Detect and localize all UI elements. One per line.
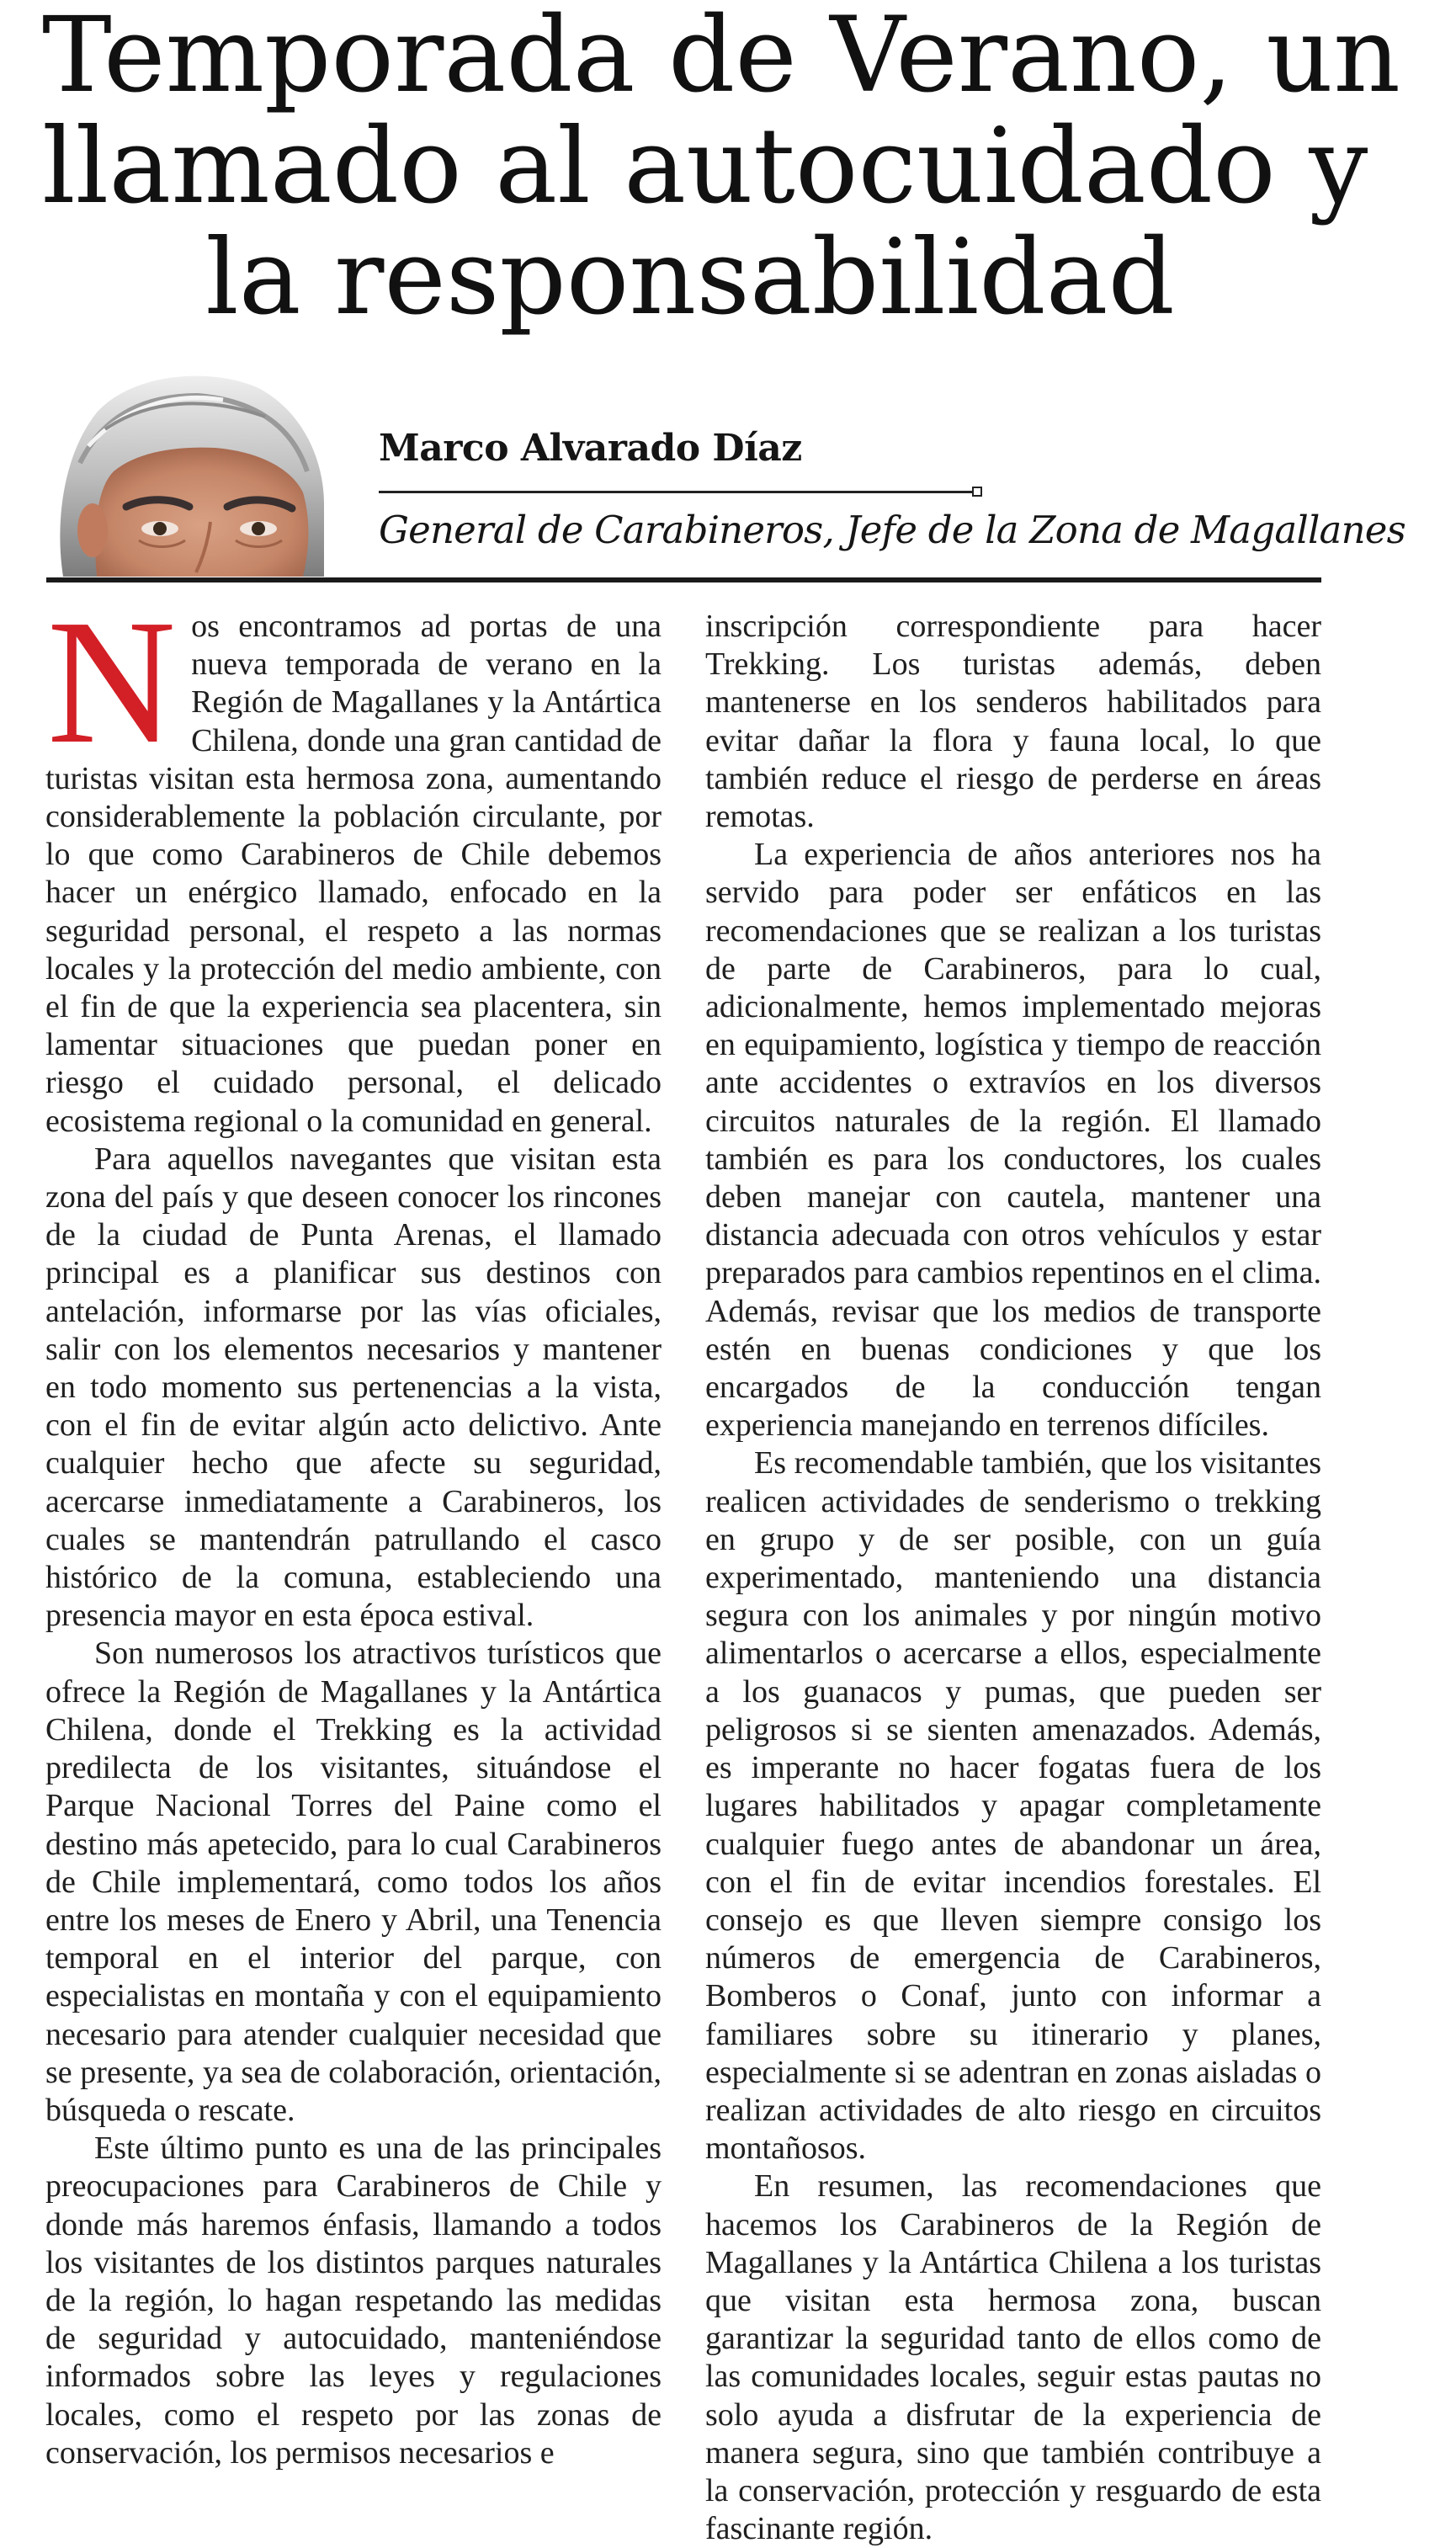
paragraph-5: La experiencia de años anteriores nos ha servido para poder ser enfáticos en las recomendaciones que se realizan a los turistas de parte de Carabineros, para lo cual, adicionalmente, hemos implementado mejoras en equipamiento, logística y tiempo de reacción ante accidentes o extravíos en los diversos circuitos naturales de la región. El llamado también es para los conductores, los cuales deben manejar con cautela, mantener una distancia adecuada con otros vehículos y estar preparados para cambios repentinos en el clima. Además, revisar que los medios de transporte estén en buenas condiciones y que los encargados de la conducción tengan experiencia manejando en terrenos difíciles. [705,837,1321,1444]
paragraph-2: Para aquellos navegantes que visitan esta zona del país y que deseen conocer los rincones de la ciudad de Punta Arenas, el llamado principal es a planificar sus destinos con antelación, informarse por las vías oficiales, salir con los elementos necesarios y mantener en todo momento sus pertenencias a la vista, con el fin de evitar algún acto delictivo. Ante cualquier hecho que afecte su seguridad, acercarse inmediatamente a Carabineros, los cuales se mantendrán patrullando el casco histórico de la comuna, estableciendo una presencia mayor en esta época estival. [45,1141,662,1634]
paragraph-7: En resumen, las recomendaciones que hacemos los Carabineros de la Región de Magallanes y la Antártica Chilena a los turistas que visitan esta hermosa zona, buscan garantizar la seguridad tanto de ellos como de las comunidades locales, seguir estas pautas no solo ayuda a disfrutar de la experiencia de manera segura, sino que también contribuye a la conservación, protección y resguardo de esta fascinante región. [705,2168,1321,2547]
author-divider [379,491,972,493]
article-column-right [705,608,1321,2547]
paragraph-4-continued: inscripción correspondiente para hacer Trekking. Los turistas además, deben mantenerse en los senderos habilitados para evitar dañar la flora y fauna local, lo que también reduce el riesgo de perderse en áreas remotas. [705,609,1321,835]
headline-line-1: Temporada de Verano, un [42,0,1400,116]
header-divider [46,577,1321,582]
author-name: Marco Alvarado Díaz [379,427,802,470]
paragraph-3: Son numerosos los atractivos turísticos que ofrece la Región de Magallanes y la Antártica Chilena, donde el Trekking es la actividad predilecta de los visitantes, situándose el Parque Nacional Torres del Paine como el destino más apetecido, para lo cual Carabineros de Chile implementará, como todos los años entre los meses de Enero y Abril, una Tenencia temporal en el interior del parque, con especialistas en montaña y con el equipamiento necesario para atender cualquier necesidad que se presente, ya sea de colaboración, orientación, búsqueda o rescate. [45,1636,662,2128]
headline-line-2: llamado al autocuidado y [42,106,1368,227]
paragraph-4: Este último punto es una de las principales preocupaciones para Carabineros de Chile y donde más haremos énfasis, llamando a todos los visitantes de los distintos parques naturales de la región, lo hagan respetando las medidas de seguridad y autocuidado, manteniéndose informados sobre las leyes y regulaciones locales, como el respeto por las zonas de conservación, los permisos necesarios e [45,2130,662,2471]
author-portrait-image [46,362,332,577]
paragraph-1 [45,582,662,1141]
article-column-left [45,582,662,2471]
paragraph-1-text: os encontramos ad portas de una nueva temporada de verano en la Región de Magallanes y la Antártica Chilena, donde una gran cantidad de turistas visitan esta hermosa zona, aumentando considerablemente la población circulante, por lo que como Carabineros de Chile debemos hacer un enérgico llamado, enfocado en la seguridad personal, el respeto a las normas locales y la protección del medio ambiente, con el fin de que la experiencia sea placentera, sin lamentar situaciones que puedan poner en riesgo el cuidado personal, el delicado ecosistema regional o la comunidad en general. [45,609,662,1139]
headline-line-3: la responsabilidad [205,217,1175,338]
headline [42,0,1400,338]
drop-cap: N [47,582,177,780]
author-role: General de Carabineros, Jefe de la Zona de Magallanes [379,508,1406,552]
author-portrait [46,362,332,577]
paragraph-6: Es recomendable también, que los visitantes realicen actividades de senderismo o trekking en grupo y de ser posible, con un guía experimentado, manteniendo una distancia segura con los animales y por ningún motivo alimentarlos o acercarse a ellos, especialmente a los guanacos y pumas, que pueden ser peligrosos si se sienten amenazados. Además, es imperante no hacer fogatas fuera de los lugares habilitados y apagar completamente cualquier fuego antes de abandonar un área, con el fin de evitar incendios forestales. El consejo es que lleven siempre consigo los números de emergencia de Carabineros, Bomberos o Conaf, junto con informar a familiares sobre su itinerario y planes, especialmente si se adentran en zonas aisladas o realizan actividades de alto riesgo en circuitos montañosos. [705,1445,1321,2167]
author-divider-end-square [972,487,982,497]
